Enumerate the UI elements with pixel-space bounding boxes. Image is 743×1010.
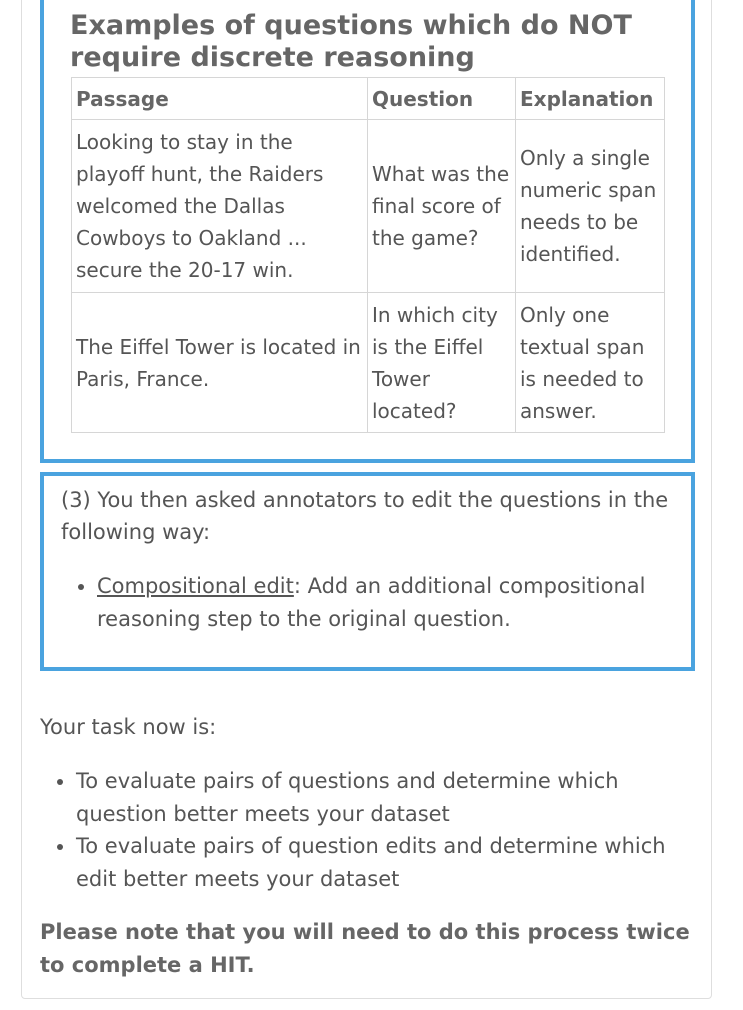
task-list: [40, 765, 690, 895]
column-header-explanation: Explanation: [516, 78, 665, 120]
passage-cell: Looking to stay in the playoff hunt, the Raiders welcomed the Dallas Cowboys to Oakland ... secure the 20-17 win.: [72, 120, 368, 293]
question-cell: In which city is the Eiffel Tower located?: [368, 293, 516, 433]
table-row: [72, 293, 665, 433]
passage-cell: The Eiffel Tower is located in Paris, France.: [72, 293, 368, 433]
explanation-cell: Only a single numeric span needs to be identified.: [516, 120, 665, 293]
list-item: [97, 570, 671, 636]
examples-table: [71, 77, 665, 433]
list-item: • To evaluate pairs of questions and determine which question better meets your dataset: [76, 765, 690, 830]
table-row: [72, 120, 665, 293]
task-intro: Your task now is:: [40, 715, 217, 739]
explanation-cell: Only one textual span is needed to answer.: [516, 293, 665, 433]
step3-text: (3) You then asked annotators to edit the questions in the following way:: [61, 488, 669, 544]
column-header-question: Question: [368, 78, 516, 120]
list-item: • To evaluate pairs of question edits and determine which edit better meets your dataset: [76, 830, 690, 895]
column-header-passage: Passage: [72, 78, 368, 120]
compositional-edit-description: : Add an additional compositional reasoning step to the original question.: [97, 574, 646, 631]
question-cell: What was the final score of the game?: [368, 120, 516, 293]
step3-list: [61, 570, 671, 636]
compositional-edit-term: Compositional edit: [97, 574, 294, 598]
examples-heading: Examples of questions which do NOT require discrete reasoning: [70, 10, 632, 73]
table-header-row: [72, 78, 665, 120]
hit-note: Please note that you will need to do this process twice to complete a HIT.: [40, 920, 690, 977]
